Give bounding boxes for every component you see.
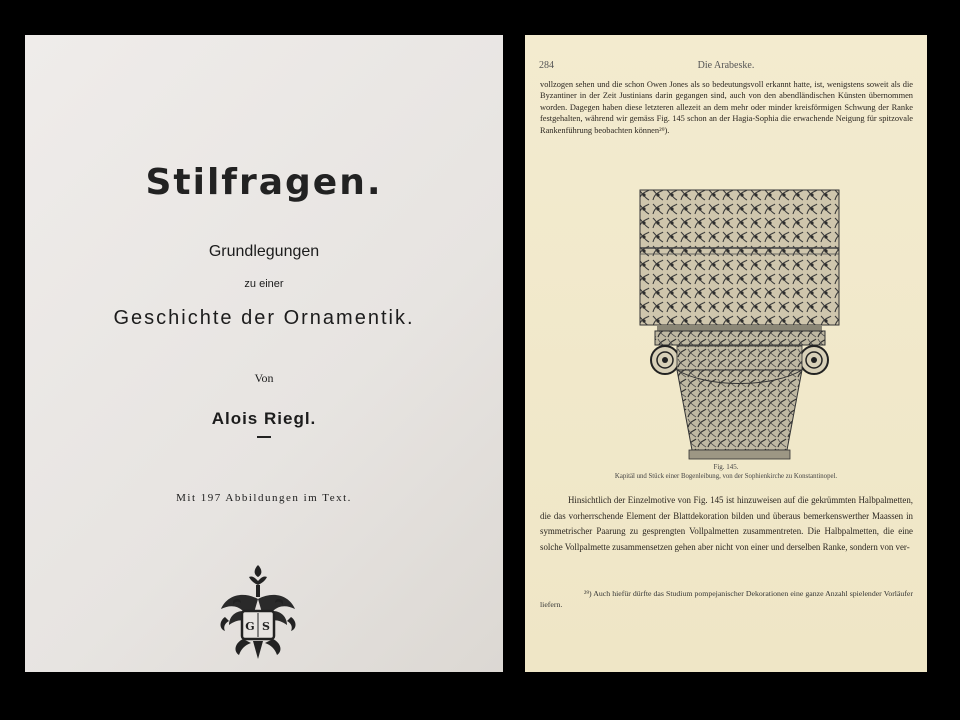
subtitle-grundlegungen: Grundlegungen (208, 243, 320, 260)
running-header (539, 60, 913, 74)
title-page (25, 35, 503, 672)
paragraph-2: Hinsichtlich der Einzelmotive von Fig. 145 ist hinzuweisen auf die gekrümmten Halbpalmetten, die das vorherrschende Element der Blattdekoration bilden und überaus bemerkenswerther Maassen in symmetrischer Paarung zu gesprengten Vollpalmetten zusammentreten. Die Halbpalmetten, die eine solche Vollpalmette zusammensetzen gehen aber nicht von einer und derselben Ranke, sondern von ver- (540, 495, 913, 552)
figure-caption: Kapitäl und Stück einer Bogenleibung, von der Sophienkirche zu Konstantinopel. (614, 473, 838, 480)
subtitle-geschichte: Geschichte der Ornamentik. (113, 307, 415, 329)
paragraph-1: vollzogen sehen und die schon Owen Jones als so bedeutungsvoll erkannt hatte, ist, wenigstens soweit als die Byzantiner in der Zeit Justinians darin gegangen sind, auch von den abendländischen Künsten übernommen worden. Dagegen haben diese letzteren allezeit an dem mehr oder minder kreisförmigen Schwung der Ranke festgehalten, während wir gemäss Fig. 145 schon an der Hagia-Sophia die erwachende Neigung für spitzovale Rankenführung beobachten können²⁹). (540, 80, 913, 135)
figure-label: Fig. 145. (713, 463, 739, 471)
book-title: Stilfragen. (145, 162, 383, 203)
publisher-emblem-icon (213, 561, 303, 661)
emblem-letter-s: S (262, 620, 270, 633)
von-label: Von (254, 371, 274, 385)
running-head: Die Arabeske. (697, 60, 755, 71)
footnote: ²⁹) Auch hiefür dürfte das Studium pompejanischer Dekorationen eine ganze Anzahl spielender Vorläufer liefern. (540, 589, 913, 609)
illustrations-note: Mit 197 Abbildungen im Text. (176, 492, 352, 504)
subtitle-zu-einer: zu einer (244, 278, 284, 290)
author-rule (257, 436, 271, 438)
author-name: Alois Riegl. (211, 409, 317, 428)
capital-engraving-icon (637, 188, 842, 463)
page-number: 284 (539, 60, 554, 71)
emblem-letter-g: G (245, 620, 255, 633)
text-page (525, 35, 927, 672)
